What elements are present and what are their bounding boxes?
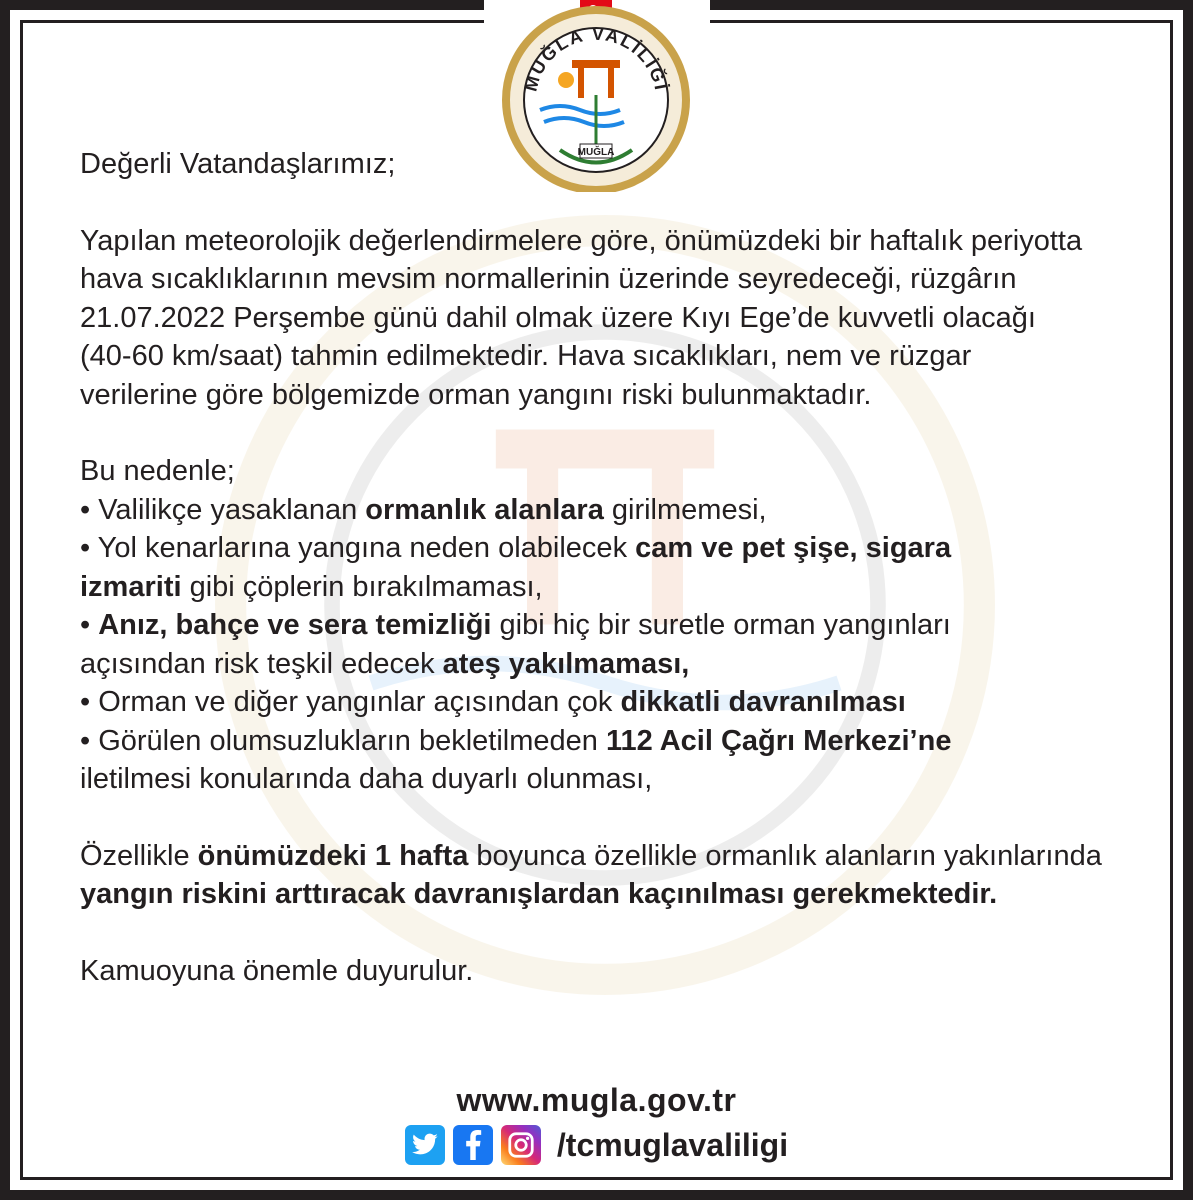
instagram-icon[interactable] (501, 1125, 541, 1165)
reason-heading: Bu nedenle; (80, 455, 235, 487)
list-item: • Orman ve diğer yangınlar açısından çok dikkatli davranılması (80, 686, 906, 718)
announcement-line: Kamuoyuna önemle duyurulur. (80, 954, 474, 987)
social-handle[interactable]: /tcmuglavaliligi (556, 1126, 789, 1163)
seal-ring-text: MUĞLA VALİLİĞİ (520, 23, 672, 94)
closing-paragraph: Özellikle önümüzdeki 1 hafta boyunca özellikle ormanlık alanların yakınlarında yangın riskini arttıracak davranışlardan kaçınılması gerekmektedir. (80, 839, 1102, 910)
twitter-icon[interactable] (405, 1125, 445, 1165)
facebook-icon[interactable] (453, 1125, 493, 1165)
website-link[interactable]: www.mugla.gov.tr (456, 1082, 737, 1118)
list-item: • Anız, bahçe ve sera temizliği gibi hiç bir suretle orman yangınları açısından risk teşkil edecek ateş yakılmaması, (80, 609, 951, 680)
list-item: • Yol kenarlarına yangına neden olabilecek cam ve pet şişe, sigara izmariti gibi çöplerin bırakılmaması, (80, 532, 952, 603)
list-item: • Valilikçe yasaklanan ormanlık alanlara girilmemesi, (80, 493, 767, 526)
intro-paragraph: Yapılan meteorolojik değerlendirmelere göre, önümüzdeki bir haftalık periyotta hava sıcaklıklarının mevsim normallerinin üzerinde seyredeceği, rüzgârın 21.07.2022 Perşembe günü dahil olmak üzere Kıyı Ege’de kuvvetli olacağı (40-60 km/saat) tahmin edilmektedir. Hava sıcaklıkları, nem ve rüzgar verilerine göre bölgemizde orman yangını riski bulunmaktadır. (80, 224, 1083, 411)
social-bar (0, 1125, 1193, 1165)
announcement-body (80, 145, 1140, 990)
greeting: Değerli Vatandaşlarımız; (80, 148, 396, 180)
list-item: • Görülen olumsuzlukların bekletilmeden 112 Acil Çağrı Merkezi’ne iletilmesi konularında daha duyarlı olunması, (80, 724, 952, 795)
seal-city-text: MUĞLA (577, 147, 615, 158)
